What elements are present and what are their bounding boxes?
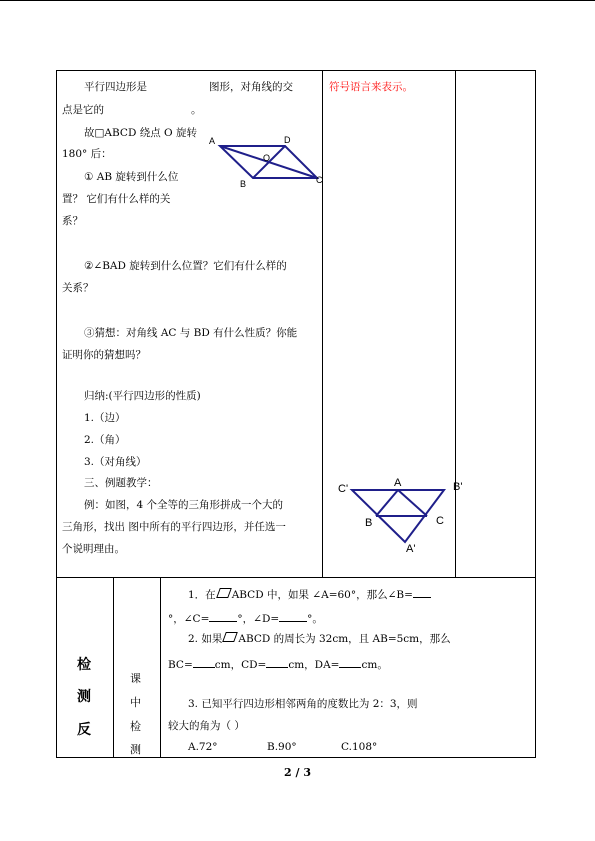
label-d: D [284, 135, 291, 145]
exercise-3-line-1: 3. 已知平行四边形相邻两角的度数比为 2：3，则 [188, 698, 418, 710]
section-3-heading: 三、例题教学： [84, 477, 158, 489]
blank-angle-c [209, 610, 237, 622]
vertical-sub-3: 检 [130, 720, 141, 733]
label-c: C [316, 175, 323, 185]
text-line1a: 平行四边形是 [84, 81, 147, 93]
blank-cd [266, 656, 288, 668]
option-a: A.72° [188, 741, 218, 753]
parallelogram-figure [205, 132, 327, 190]
parallelogram-symbol [216, 588, 232, 598]
segment-ac [398, 490, 427, 516]
text-line1b: 图形，对角线的交 [209, 81, 293, 93]
vertical-title-1: 检 [77, 657, 91, 673]
label-o: O [263, 153, 271, 163]
vertical-sub-4: 测 [130, 743, 141, 756]
page-top-rule [0, 0, 595, 1]
label-a: A [209, 136, 216, 146]
text-line2: 点是它的 [62, 104, 104, 116]
question-3b: 证明你的猜想吗？ [62, 349, 146, 361]
label-a-top: A [394, 477, 402, 489]
label-b-mid: B [365, 517, 373, 529]
blank-angle-d [279, 610, 307, 622]
question-1a: ① AB 旋转到什么位 [84, 171, 179, 183]
summary-heading: 归纳:(平行四边形的性质) [84, 390, 201, 402]
text-line3: 故□ABCD 绕点 O 旋转 [84, 127, 197, 139]
summary-item-2: 2.（角） [84, 434, 126, 446]
triangle-figure [336, 476, 468, 556]
blank-da [339, 656, 361, 668]
example-line-2: 三角形，找出 图中所有的平行四边形，并任选一 [62, 521, 286, 533]
exercise-1-line-2: °，∠C= °，∠D= °。 [168, 610, 323, 626]
question-3a: ③猜想：对角线 AC 与 BD 有什么性质？你能 [84, 327, 298, 339]
col-divider-4 [160, 577, 161, 758]
segment-ab [376, 490, 398, 516]
exercise-2-line-2: BC= cm，CD= cm，DA= cm。 [168, 656, 388, 672]
exercise-3-line-2: 较大的角为（ ） [168, 720, 245, 732]
summary-item-3: 3.（对角线） [84, 456, 147, 468]
summary-item-1: 1.（边） [84, 412, 126, 424]
question-1b: 置？ 它们有什么样的关 [62, 193, 171, 205]
label-b-prime: B' [453, 481, 463, 493]
page-number: 2 / 3 [284, 766, 311, 779]
vertical-sub-2: 中 [130, 696, 141, 709]
label-c-prime: C' [338, 483, 349, 495]
option-c: C.108° [341, 741, 378, 753]
blank-angle-b [413, 586, 431, 598]
text-line2-end: 。 [191, 104, 202, 116]
label-b: B [240, 179, 247, 189]
vertical-title-3: 反 [77, 722, 91, 738]
example-line-3: 个说明理由。 [62, 543, 125, 555]
exercise-1-line-1: 1．在 ABCD 中，如果 ∠A=60°，那么∠B= [188, 586, 431, 602]
vertical-sub-1: 课 [130, 672, 141, 685]
label-c-mid: C [436, 515, 444, 527]
label-a-prime: A' [406, 543, 416, 555]
question-2a: ②∠BAD 旋转到什么位置？它们有什么样的 [84, 260, 287, 272]
question-2b: 关系？ [62, 282, 94, 294]
option-b: B.90° [267, 741, 297, 753]
blank-bc [193, 656, 215, 668]
row-divider [56, 577, 536, 578]
example-line-1: 例：如图，4 个全等的三角形拼成一个大的 [84, 499, 284, 511]
parallelogram-symbol [223, 632, 239, 642]
vertical-title-2: 测 [77, 689, 91, 705]
question-1c: 系？ [62, 215, 83, 227]
symbol-note: 符号语言来表示。 [329, 81, 413, 93]
text-line4: 180° 后： [62, 148, 112, 160]
col-divider-3 [113, 577, 114, 758]
exercise-2-line-1: 2. 如果 ABCD 的周长为 32cm，且 AB=5cm，那么 [188, 633, 451, 645]
